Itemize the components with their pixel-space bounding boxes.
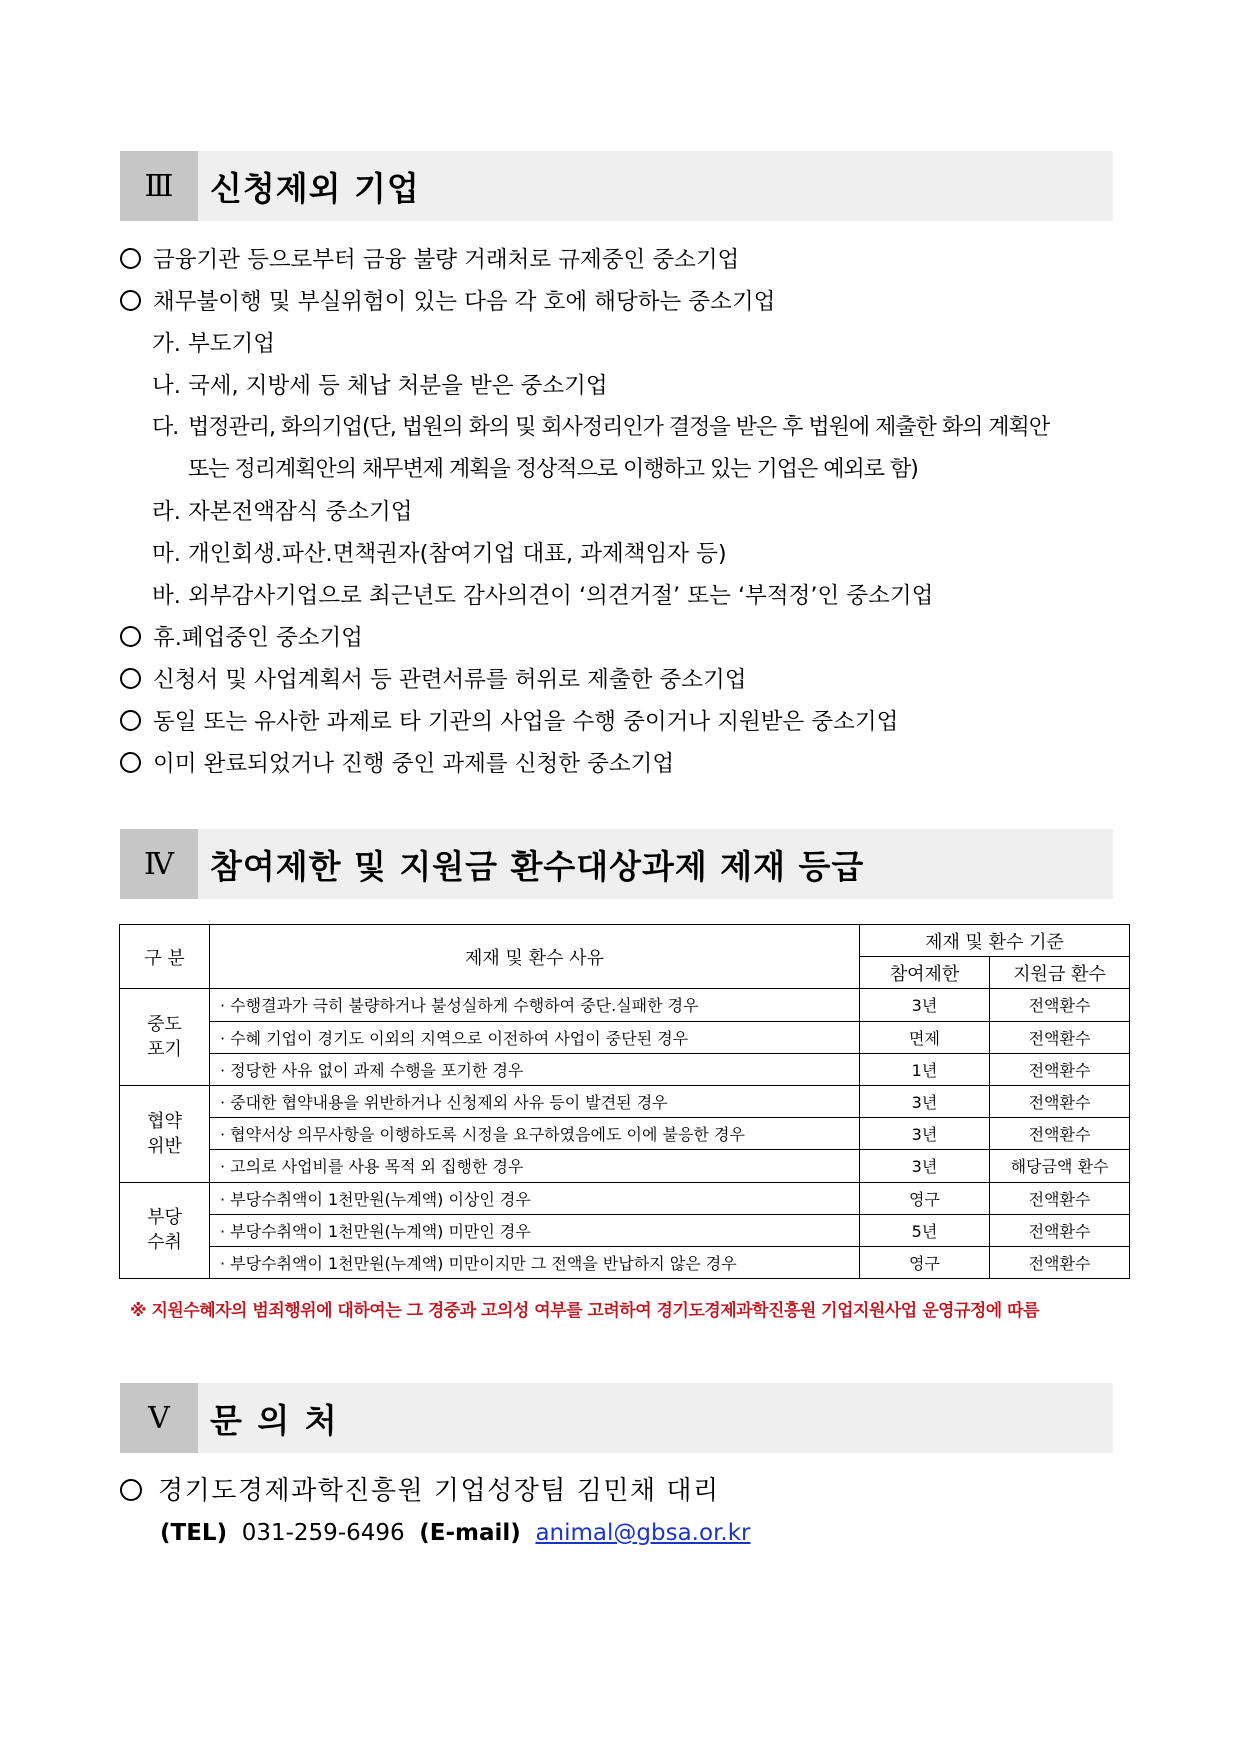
sub-item: 가. 부도기업 [152,331,275,357]
category-cell: 부당 수취 [120,1182,210,1279]
header-criteria: 제재 및 환수 기준 [860,925,1130,957]
section-title: 문 의 처 [210,1400,339,1440]
section-title: 신청제외 기업 [210,168,420,208]
sub-item: 라. 자본전액잠식 중소기업 [152,499,413,525]
table-row: · 정당한 사유 없이 과제 수행을 포기한 경우 1년 전액환수 [120,1053,1130,1085]
table-row: · 협약서상 의무사항을 이행하도록 시정을 요구하였음에도 이에 불응한 경우 3년 전액환수 [120,1118,1130,1150]
section-4-header [120,829,1113,899]
email-label: (E-mail) [419,1520,521,1546]
section-3-header [120,151,1113,221]
email-link[interactable]: animal@gbsa.or.kr [535,1520,751,1546]
table-row: · 수혜 기업이 경기도 이외의 지역으로 이전하여 사업이 중단된 경우 면제 전액환수 [120,1021,1130,1053]
sub-item: 다. 법정관리, 화의기업(단, 법원의 화의 및 회사정리인가 결정을 받은 후 법원에 제출한 화의 계획안 [152,415,1050,440]
circle-bullet-icon [120,1479,142,1501]
contact-details [160,1520,751,1546]
circle-bullet-icon [120,668,141,689]
table-row: 부당 수취 · 부당수취액이 1천만원(누계액) 이상인 경우 영구 전액환수 [120,1182,1130,1214]
category-cell: 중도 포기 [120,989,210,1086]
list-item: 동일 또는 유사한 과제로 타 기관의 사업을 수행 중이거나 지원받은 중소기업 [120,707,898,737]
list-item: 휴.폐업중인 중소기업 [120,623,363,653]
table-row: · 부당수취액이 1천만원(누계액) 미만인 경우 5년 전액환수 [120,1214,1130,1246]
list-item: 신청서 및 사업계획서 등 관련서류를 허위로 제출한 중소기업 [120,665,746,695]
table-row: 중도 포기 · 수행결과가 극히 불량하거나 불성실하게 수행하여 중단.실패한 경우 3년 전액환수 [120,989,1130,1021]
category-cell: 협약 위반 [120,1085,210,1182]
sub-item: 바. 외부감사기업으로 최근년도 감사의견이 ‘의견거절’ 또는 ‘부적정’인 중소기업 [152,583,934,609]
circle-bullet-icon [120,710,141,731]
list-item: 금융기관 등으로부터 금융 불량 거래처로 규제중인 중소기업 [120,245,739,275]
sanction-table [119,924,1130,1279]
sub-item-continuation: 또는 정리계획안의 채무변제 계획을 정상적으로 이행하고 있는 기업은 예외로 함) [188,457,918,482]
list-item: 이미 완료되었거나 진행 중인 과제를 신청한 중소기업 [120,749,674,779]
section-title: 참여제한 및 지원금 환수대상과제 제재 등급 [210,846,865,886]
header-category: 구 분 [120,925,210,989]
footnote: ※ 지원수혜자의 범죄행위에 대하여는 그 경중과 고의성 여부를 고려하여 경기도경제과학진흥원 기업지원사업 운영규정에 따름 [130,1301,1039,1321]
sub-item: 나. 국세, 지방세 등 체납 처분을 받은 중소기업 [152,373,608,399]
tel-number: 031-259-6496 [241,1520,405,1546]
contact-line: 경기도경제과학진흥원 기업성장팀 김민채 대리 [120,1470,720,1507]
header-refund: 지원금 환수 [990,957,1130,989]
section-number: Ⅲ [120,151,198,221]
header-restriction: 참여제한 [860,957,990,989]
circle-bullet-icon [120,626,141,647]
header-reason: 제재 및 환수 사유 [210,925,860,989]
tel-label: (TEL) [160,1520,228,1546]
sub-item: 마. 개인회생.파산.면책권자(참여기업 대표, 과제책임자 등) [152,541,727,567]
section-number: Ⅳ [120,829,198,899]
circle-bullet-icon [120,248,141,269]
table-row: · 부당수취액이 1천만원(누계액) 미만이지만 그 전액을 반납하지 않은 경우 영구 전액환수 [120,1246,1130,1278]
section-number: Ⅴ [120,1383,198,1453]
table-row: 협약 위반 · 중대한 협약내용을 위반하거나 신청제외 사유 등이 발견된 경우 3년 전액환수 [120,1085,1130,1117]
circle-bullet-icon [120,752,141,773]
section-5-header [120,1383,1113,1453]
table-row: · 고의로 사업비를 사용 목적 외 집행한 경우 3년 해당금액 환수 [120,1150,1130,1182]
circle-bullet-icon [120,290,141,311]
list-item: 채무불이행 및 부실위험이 있는 다음 각 호에 해당하는 중소기업 [120,287,775,317]
